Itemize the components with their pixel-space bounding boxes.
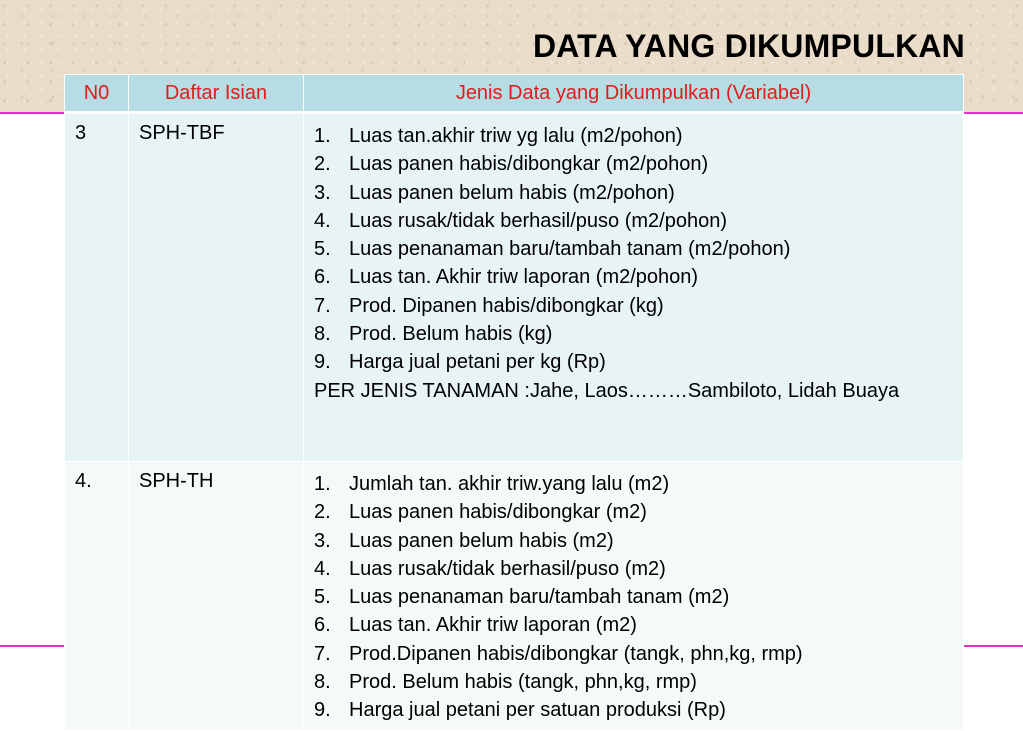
list-item: 4. Luas rusak/tidak berhasil/puso (m2) [314, 557, 666, 580]
variable-list [314, 470, 955, 725]
row-variables [304, 113, 964, 462]
row-no: 3 [65, 113, 129, 462]
row-no: 4. [65, 462, 129, 731]
list-item: 1. Luas tan.akhir triw yg lalu (m2/pohon) [314, 125, 683, 147]
row-form: SPH-TBF [129, 113, 304, 462]
variable-list [314, 122, 955, 377]
list-item: 3. Luas panen belum habis (m2/pohon) [314, 181, 675, 204]
header-variables: Jenis Data yang Dikumpulkan (Variabel) [304, 75, 964, 113]
table-header-row [65, 75, 964, 113]
list-item: 2. Luas panen habis/dibongkar (m2/pohon) [314, 153, 709, 176]
list-item: 4. Luas rusak/tidak berhasil/puso (m2/pohon) [314, 209, 727, 232]
list-item: 8. Prod. Belum habis (kg) [314, 323, 553, 346]
header-no: N0 [65, 75, 129, 113]
slide-title: DATA YANG DIKUMPULKAN [532, 28, 965, 64]
list-item: 1. Jumlah tan. akhir triw.yang lalu (m2) [314, 473, 670, 495]
table-row [65, 113, 964, 462]
header-form: Daftar Isian [129, 75, 304, 113]
list-item: 8. Prod. Belum habis (tangk, phn,kg, rmp) [314, 671, 697, 694]
list-item: 7. Prod.Dipanen habis/dibongkar (tangk, phn,kg, rmp) [314, 642, 803, 665]
list-item: 5. Luas penanaman baru/tambah tanam (m2/pohon) [314, 238, 791, 261]
data-table [64, 74, 964, 731]
list-item: 9. Harga jual petani per kg (Rp) [314, 351, 606, 374]
table-row [65, 462, 964, 731]
row-variables [304, 462, 964, 731]
list-item: 9. Harga jual petani per satuan produksi (Rp) [314, 699, 726, 722]
list-item: 3. Luas panen belum habis (m2) [314, 529, 614, 552]
list-item: 5. Luas penanaman baru/tambah tanam (m2) [314, 586, 730, 609]
list-item: 6. Luas tan. Akhir triw laporan (m2/pohon) [314, 266, 699, 289]
list-item: 2. Luas panen habis/dibongkar (m2) [314, 501, 647, 524]
list-item: 7. Prod. Dipanen habis/dibongkar (kg) [314, 294, 664, 317]
crop-type-note: PER JENIS TANAMAN :Jahe, Laos………Sambiloto, Lidah Buaya [314, 379, 900, 402]
list-item: 6. Luas tan. Akhir triw laporan (m2) [314, 614, 637, 637]
row-form: SPH-TH [129, 462, 304, 731]
